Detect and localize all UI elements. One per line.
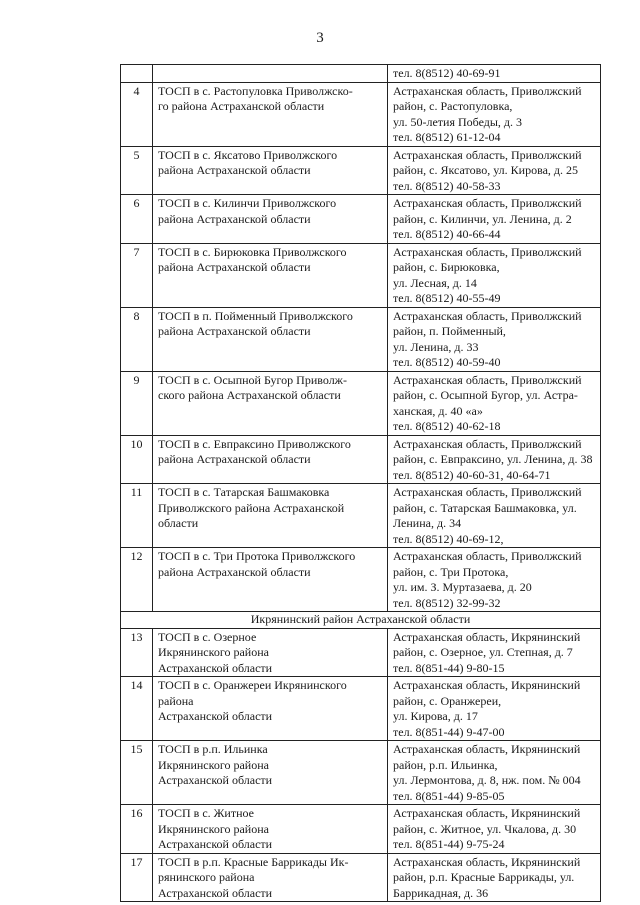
office-name-line: Астраханской области bbox=[158, 660, 273, 675]
office-address-cell bbox=[388, 628, 601, 677]
address-line: тел. 8(8512) 40-55-49 bbox=[393, 291, 501, 305]
section-heading-row bbox=[121, 612, 601, 629]
table-row bbox=[121, 435, 601, 484]
address-line: ул. Кирова, д. 17 bbox=[393, 709, 478, 723]
office-address-cell bbox=[388, 146, 601, 195]
row-number-cell: 9 bbox=[121, 371, 153, 435]
office-address-cell bbox=[388, 853, 601, 902]
address-line: Астраханская область, Приволжский bbox=[393, 308, 582, 323]
address-line: Астраханская область, Приволжский bbox=[393, 83, 582, 98]
address-line: ханская, д. 40 «а» bbox=[393, 403, 483, 418]
office-name-line: Икрянинского района bbox=[158, 821, 269, 836]
address-line: район, с. Осыпной Бугор, ул. Астра- bbox=[393, 388, 578, 402]
row-number-cell: 15 bbox=[121, 741, 153, 805]
address-line: район, с. Килинчи, ул. Ленина, д. 2 bbox=[393, 211, 572, 226]
table-row bbox=[121, 548, 601, 612]
office-name-line: ТОСП в с. Бирюковка Приволжского bbox=[158, 244, 347, 259]
office-name-cell bbox=[153, 65, 388, 83]
address-line: ул. Лесная, д. 14 bbox=[393, 275, 477, 290]
office-name-cell bbox=[153, 435, 388, 484]
office-address-cell bbox=[388, 195, 601, 244]
office-name-line: ТОСП в с. Евпраксино Приволжского bbox=[158, 436, 351, 451]
office-name-line: Астраханской области bbox=[158, 837, 273, 851]
row-number-cell: 16 bbox=[121, 805, 153, 854]
address-line: район, с. Три Протока, bbox=[393, 564, 509, 579]
table-row bbox=[121, 853, 601, 902]
table-row bbox=[121, 243, 601, 307]
office-address-cell bbox=[388, 243, 601, 307]
office-name-line: ТОСП в с. Житное bbox=[158, 806, 254, 820]
address-line: тел. 8(8512) 40-58-33 bbox=[393, 178, 501, 193]
page-number: 3 bbox=[316, 30, 324, 46]
office-name-cell bbox=[153, 484, 388, 548]
office-name-cell bbox=[153, 853, 388, 902]
address-line: район, с. Оранжереи, bbox=[393, 693, 502, 708]
address-line: тел. 8(8512) 40-62-18 bbox=[393, 419, 501, 433]
table-row bbox=[121, 82, 601, 146]
row-number-cell: 12 bbox=[121, 548, 153, 612]
office-name-cell bbox=[153, 243, 388, 307]
office-name-line: ского района Астраханской области bbox=[158, 388, 341, 402]
address-line: район, с. Бирюковка, bbox=[393, 260, 500, 274]
address-line: Астраханская область, Приволжский bbox=[393, 549, 582, 563]
office-name-line: ТОСП в с. Озерное bbox=[158, 629, 257, 644]
office-address-cell bbox=[388, 435, 601, 484]
address-line: ул. Ленина, д. 33 bbox=[393, 339, 479, 354]
table-row bbox=[121, 195, 601, 244]
office-name-line: района Астраханской области bbox=[158, 324, 311, 338]
address-line: ул. им. З. Муртазаева, д. 20 bbox=[393, 580, 532, 594]
address-line: тел. 8(851-44) 9-47-00 bbox=[393, 724, 505, 739]
address-line: тел. 8(8512) 40-69-91 bbox=[393, 66, 501, 80]
address-line: район, с. Житное, ул. Чкалова, д. 30 bbox=[393, 821, 577, 836]
office-name-line: Икрянинского района bbox=[158, 757, 269, 772]
office-name-cell bbox=[153, 805, 388, 854]
row-number-cell: 17 bbox=[121, 853, 153, 902]
row-number-cell bbox=[121, 65, 153, 83]
office-address-cell bbox=[388, 82, 601, 146]
address-line: Астраханская область, Икрянинский bbox=[393, 742, 581, 756]
office-name-line: Астраханской области bbox=[158, 709, 273, 723]
address-line: Астраханская область, Приволжский bbox=[393, 196, 582, 210]
row-number-cell: 7 bbox=[121, 243, 153, 307]
address-line: Баррикадная, д. 36 bbox=[393, 885, 489, 900]
office-name-line: Астраханской области bbox=[158, 773, 273, 787]
row-number-cell: 4 bbox=[121, 82, 153, 146]
office-name-line: ТОСП в р.п. Ильинка bbox=[158, 742, 268, 756]
office-name-line: ТОСП в с. Растопуловка Приволжско- bbox=[158, 83, 353, 98]
address-line: тел. 8(851-44) 9-75-24 bbox=[393, 837, 505, 851]
address-line: Астраханская область, Приволжский bbox=[393, 147, 582, 162]
address-line: район, р.п. Ильинка, bbox=[393, 757, 498, 772]
office-name-line: области bbox=[158, 516, 199, 530]
office-address-cell bbox=[388, 677, 601, 741]
address-line: ул. 50-летия Победы, д. 3 bbox=[393, 114, 523, 129]
address-line: Астраханская область, Икрянинский bbox=[393, 854, 581, 869]
office-name-cell bbox=[153, 628, 388, 677]
address-line: тел. 8(851-44) 9-80-15 bbox=[393, 660, 505, 675]
table-row-continuation bbox=[121, 65, 601, 83]
office-name-line: Икрянинского района bbox=[158, 645, 269, 659]
row-number-cell: 5 bbox=[121, 146, 153, 195]
address-line: Астраханская область, Приволжский bbox=[393, 372, 582, 387]
address-line: Астраханская область, Приволжский bbox=[393, 244, 582, 259]
address-line: тел. 8(8512) 61-12-04 bbox=[393, 130, 501, 144]
office-name-line: района Астраханской области bbox=[158, 211, 311, 226]
address-line: район, с. Озерное, ул. Степная, д. 7 bbox=[393, 645, 573, 659]
table-row bbox=[121, 805, 601, 854]
address-line: ул. Лермонтова, д. 8, нж. пом. № 004 bbox=[393, 773, 581, 787]
office-address-cell bbox=[388, 548, 601, 612]
address-line: район, р.п. Красные Баррикады, ул. bbox=[393, 870, 575, 884]
table-row bbox=[121, 677, 601, 741]
address-line: район, п. Пойменный, bbox=[393, 324, 506, 338]
table-row bbox=[121, 628, 601, 677]
office-name-line: района Астраханской области bbox=[158, 452, 311, 466]
address-line: тел. 8(851-44) 9-85-05 bbox=[393, 788, 505, 803]
office-name-line: ТОСП в с. Татарская Башмаковка bbox=[158, 485, 330, 499]
office-address-cell bbox=[388, 741, 601, 805]
office-name-line: ТОСП в п. Пойменный Приволжского bbox=[158, 308, 353, 323]
row-number-cell: 14 bbox=[121, 677, 153, 741]
address-line: тел. 8(8512) 40-60-31, 40-64-71 bbox=[393, 467, 551, 482]
office-name-cell bbox=[153, 741, 388, 805]
row-number-cell: 10 bbox=[121, 435, 153, 484]
office-name-line: района bbox=[158, 693, 194, 708]
address-line: тел. 8(8512) 40-66-44 bbox=[393, 227, 501, 241]
office-name-line: ТОСП в с. Оранжереи Икрянинского bbox=[158, 678, 347, 692]
address-line: Астраханская область, Икрянинский bbox=[393, 678, 581, 692]
address-line: район, с. Евпраксино, ул. Ленина, д. 38 bbox=[393, 452, 593, 466]
table-row bbox=[121, 146, 601, 195]
office-name-line: Астраханской области bbox=[158, 885, 273, 900]
office-name-line: ТОСП в с. Килинчи Приволжского bbox=[158, 196, 337, 210]
office-name-line: района Астраханской области bbox=[158, 163, 311, 177]
address-line: Астраханская область, Приволжский bbox=[393, 436, 582, 451]
office-address-cell bbox=[388, 307, 601, 371]
office-name-cell bbox=[153, 195, 388, 244]
row-number-cell: 11 bbox=[121, 484, 153, 548]
office-name-line: ТОСП в с. Три Протока Приволжского bbox=[158, 549, 356, 563]
address-line: район, с. Татарская Башмаковка, ул. bbox=[393, 500, 577, 515]
address-line: Астраханская область, Приволжский bbox=[393, 485, 582, 499]
office-name-cell bbox=[153, 82, 388, 146]
office-address-cell bbox=[388, 65, 601, 83]
row-number-cell: 8 bbox=[121, 307, 153, 371]
office-name-line: го района Астраханской области bbox=[158, 99, 325, 113]
section-heading: Икрянинский район Астраханской области bbox=[121, 612, 601, 629]
office-address-cell bbox=[388, 805, 601, 854]
address-line: район, с. Растопуловка, bbox=[393, 99, 513, 113]
office-name-line: рянинского района bbox=[158, 870, 255, 884]
office-name-line: ТОСП в с. Осыпной Бугор Приволж- bbox=[158, 372, 347, 387]
address-line: район, с. Яксатово, ул. Кирова, д. 25 bbox=[393, 163, 579, 177]
office-address-cell bbox=[388, 371, 601, 435]
table-row bbox=[121, 307, 601, 371]
address-line: тел. 8(8512) 32-99-32 bbox=[393, 595, 501, 610]
office-name-line: ТОСП в р.п. Красные Баррикады Ик- bbox=[158, 854, 349, 869]
office-name-cell bbox=[153, 677, 388, 741]
table-row bbox=[121, 484, 601, 548]
address-line: Астраханская область, Икрянинский bbox=[393, 806, 581, 820]
address-line: Астраханская область, Икрянинский bbox=[393, 629, 581, 644]
office-name-cell bbox=[153, 371, 388, 435]
office-table bbox=[120, 64, 601, 902]
office-name-cell bbox=[153, 548, 388, 612]
table-row bbox=[121, 741, 601, 805]
office-name-cell bbox=[153, 307, 388, 371]
row-number-cell: 6 bbox=[121, 195, 153, 244]
office-name-line: района Астраханской области bbox=[158, 260, 311, 274]
office-name-cell bbox=[153, 146, 388, 195]
office-address-cell bbox=[388, 484, 601, 548]
office-name-line: района Астраханской области bbox=[158, 564, 311, 579]
address-line: Ленина, д. 34 bbox=[393, 516, 462, 530]
row-number-cell: 13 bbox=[121, 628, 153, 677]
address-line: тел. 8(8512) 40-59-40 bbox=[393, 355, 501, 369]
office-name-line: ТОСП в с. Яксатово Приволжского bbox=[158, 147, 338, 162]
address-line: тел. 8(8512) 40-69-12, bbox=[393, 531, 504, 546]
office-name-line: Приволжского района Астраханской bbox=[158, 500, 345, 515]
table-row bbox=[121, 371, 601, 435]
